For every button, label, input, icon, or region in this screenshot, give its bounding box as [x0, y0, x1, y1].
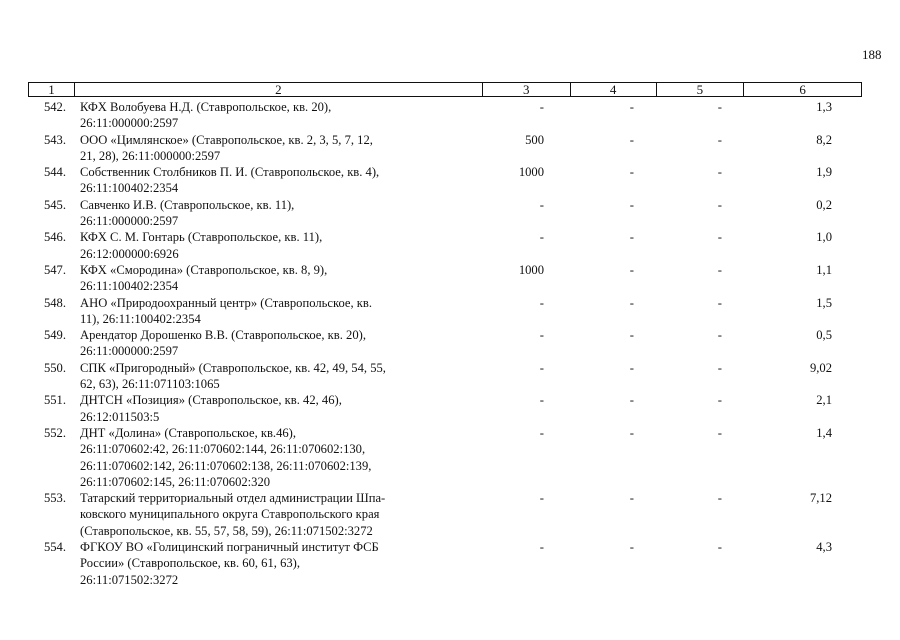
- description-line: 26:12:011503:5: [80, 409, 160, 424]
- value-col-3: -: [539, 328, 544, 343]
- value-col-3: 1000: [518, 262, 544, 277]
- description-line: СПК «Пригородный» (Ставропольское, кв. 42, 49, 54, 55,: [80, 360, 386, 375]
- column-header-6: 6: [799, 82, 806, 97]
- row-number: 549.: [43, 328, 66, 343]
- value-col-5: -: [717, 100, 722, 114]
- table-row: [28, 295, 862, 328]
- value-col-5: -: [717, 132, 722, 147]
- description-line: 21, 28), 26:11:000000:2597: [80, 148, 221, 163]
- value-col-3: -: [539, 491, 544, 506]
- value-col-3: 500: [525, 132, 544, 147]
- value-col-6: 1,4: [816, 425, 832, 440]
- row-description: [74, 229, 454, 262]
- value-col-4: -: [629, 165, 634, 180]
- value-col-3: -: [539, 540, 544, 555]
- table-header: [28, 82, 862, 97]
- row-description: [74, 392, 454, 425]
- table-row: [28, 164, 862, 197]
- description-line: ДНТ «Долина» (Ставропольское, кв.46),: [80, 425, 297, 440]
- row-description: [74, 360, 454, 393]
- row-number: 553.: [43, 491, 66, 506]
- description-line: Татарский территориальный отдел администрации Шпа-: [80, 491, 386, 506]
- column-header-1: 1: [29, 83, 75, 96]
- row-description: [74, 425, 454, 490]
- value-col-5: -: [717, 230, 722, 245]
- value-col-6: 0,5: [816, 328, 832, 343]
- value-col-5: -: [717, 491, 722, 506]
- description-line: 26:11:070602:142, 26:11:070602:138, 26:11:070602:139,: [80, 458, 372, 473]
- row-number: 543.: [43, 132, 66, 147]
- description-line: Арендатор Дорошенко В.В. (Ставропольское, кв. 20),: [80, 328, 366, 343]
- value-col-6: 8,2: [816, 132, 832, 147]
- value-col-5: -: [717, 540, 722, 555]
- row-number: 552.: [43, 425, 66, 440]
- value-col-3: -: [539, 393, 544, 408]
- value-col-4: -: [629, 295, 634, 310]
- value-col-6: 2,1: [816, 393, 832, 408]
- value-col-6: 9,02: [809, 360, 832, 375]
- value-col-6: 7,12: [809, 491, 832, 506]
- table-row: [28, 539, 862, 588]
- value-col-5: -: [717, 328, 722, 343]
- description-line: ФГКОУ ВО «Голицинский пограничный институт ФСБ: [80, 540, 379, 555]
- value-col-4: -: [629, 360, 634, 375]
- row-number: 551.: [43, 393, 66, 408]
- value-col-4: -: [629, 197, 634, 212]
- value-col-4: -: [629, 100, 634, 114]
- value-col-5: -: [717, 197, 722, 212]
- row-number: 554.: [43, 540, 66, 555]
- description-line: КФХ Волобуева Н.Д. (Ставропольское, кв. 20),: [80, 100, 332, 114]
- description-line: 26:11:000000:2597: [80, 116, 179, 131]
- page-number: 188: [862, 47, 882, 62]
- description-line: 26:11:070602:145, 26:11:070602:320: [80, 474, 271, 489]
- table-row: [28, 327, 862, 360]
- description-line: ДНТСН «Позиция» (Ставропольское, кв. 42, 46),: [80, 393, 342, 408]
- description-line: 62, 63), 26:11:071103:1065: [80, 377, 220, 392]
- description-line: 26:11:070602:42, 26:11:070602:144, 26:11:070602:130,: [80, 442, 366, 457]
- value-col-3: -: [539, 230, 544, 245]
- value-col-6: 4,3: [816, 540, 832, 555]
- description-line: 26:11:071502:3272: [80, 572, 179, 587]
- table-row: [28, 262, 862, 295]
- description-line: (Ставропольское, кв. 55, 57, 58, 59), 26:11:071502:3272: [80, 523, 373, 538]
- value-col-6: 1,9: [816, 165, 832, 180]
- row-description: [74, 295, 454, 328]
- description-line: Собственник Столбников П. И. (Ставропольское, кв. 4),: [80, 165, 380, 180]
- value-col-6: 1,1: [816, 262, 832, 277]
- row-description: [74, 490, 454, 539]
- value-col-6: 0,2: [816, 197, 832, 212]
- value-col-4: -: [629, 230, 634, 245]
- row-number: 545.: [43, 197, 66, 212]
- row-description: [74, 164, 454, 197]
- table-row: [28, 425, 862, 490]
- column-header-5: 5: [657, 83, 745, 96]
- value-col-6: 1,3: [816, 100, 832, 114]
- value-col-5: -: [717, 360, 722, 375]
- row-description: [74, 262, 454, 295]
- value-col-4: -: [629, 132, 634, 147]
- value-col-4: -: [629, 262, 634, 277]
- row-description: [74, 99, 454, 132]
- description-line: 26:11:000000:2597: [80, 214, 179, 229]
- row-description: [74, 327, 454, 360]
- row-number: 542.: [43, 100, 66, 114]
- row-number: 548.: [43, 295, 66, 310]
- value-col-3: -: [539, 425, 544, 440]
- table-row: [28, 197, 862, 230]
- value-col-6: 1,5: [816, 295, 832, 310]
- row-number: 546.: [43, 230, 66, 245]
- value-col-3: -: [539, 295, 544, 310]
- row-description: [74, 539, 454, 588]
- description-line: Савченко И.В. (Ставропольское, кв. 11),: [80, 197, 295, 212]
- column-header-4: 4: [571, 83, 657, 96]
- table-body: [28, 99, 862, 588]
- table-row: [28, 229, 862, 262]
- value-col-5: -: [717, 295, 722, 310]
- value-col-3: -: [539, 100, 544, 114]
- row-description: [74, 132, 454, 165]
- table-row: [28, 490, 862, 539]
- column-header-2: 2: [75, 83, 483, 96]
- value-col-4: -: [629, 328, 634, 343]
- description-line: 26:11:000000:2597: [80, 344, 179, 359]
- value-col-5: -: [717, 425, 722, 440]
- value-col-5: -: [717, 262, 722, 277]
- value-col-5: -: [717, 393, 722, 408]
- value-col-3: -: [539, 360, 544, 375]
- table-row: [28, 132, 862, 165]
- description-line: России» (Ставропольское, кв. 60, 61, 63),: [80, 556, 301, 571]
- column-header-3: 3: [483, 83, 571, 96]
- row-number: 550.: [43, 360, 66, 375]
- row-number: 544.: [43, 165, 66, 180]
- value-col-5: -: [717, 165, 722, 180]
- description-line: 26:11:100402:2354: [80, 279, 179, 294]
- value-col-4: -: [629, 540, 634, 555]
- row-number: 547.: [43, 262, 66, 277]
- description-line: КФХ С. М. Гонтарь (Ставропольское, кв. 11),: [80, 230, 323, 245]
- description-line: ООО «Цимлянское» (Ставропольское, кв. 2, 3, 5, 7, 12,: [80, 132, 373, 147]
- value-col-4: -: [629, 425, 634, 440]
- value-col-4: -: [629, 491, 634, 506]
- description-line: ковского муниципального округа Ставропольского края: [80, 507, 380, 522]
- description-line: 11), 26:11:100402:2354: [80, 311, 201, 326]
- value-col-3: 1000: [518, 165, 544, 180]
- description-line: КФХ «Смородина» (Ставропольское, кв. 8, 9),: [80, 262, 328, 277]
- table-row: [28, 99, 862, 132]
- description-line: 26:12:000000:6926: [80, 246, 179, 261]
- value-col-6: 1,0: [816, 230, 832, 245]
- value-col-4: -: [629, 393, 634, 408]
- table-row: [28, 360, 862, 393]
- value-col-3: -: [539, 197, 544, 212]
- description-line: 26:11:100402:2354: [80, 181, 179, 196]
- row-description: [74, 197, 454, 230]
- table-row: [28, 392, 862, 425]
- description-line: АНО «Природоохранный центр» (Ставропольское, кв.: [80, 295, 372, 310]
